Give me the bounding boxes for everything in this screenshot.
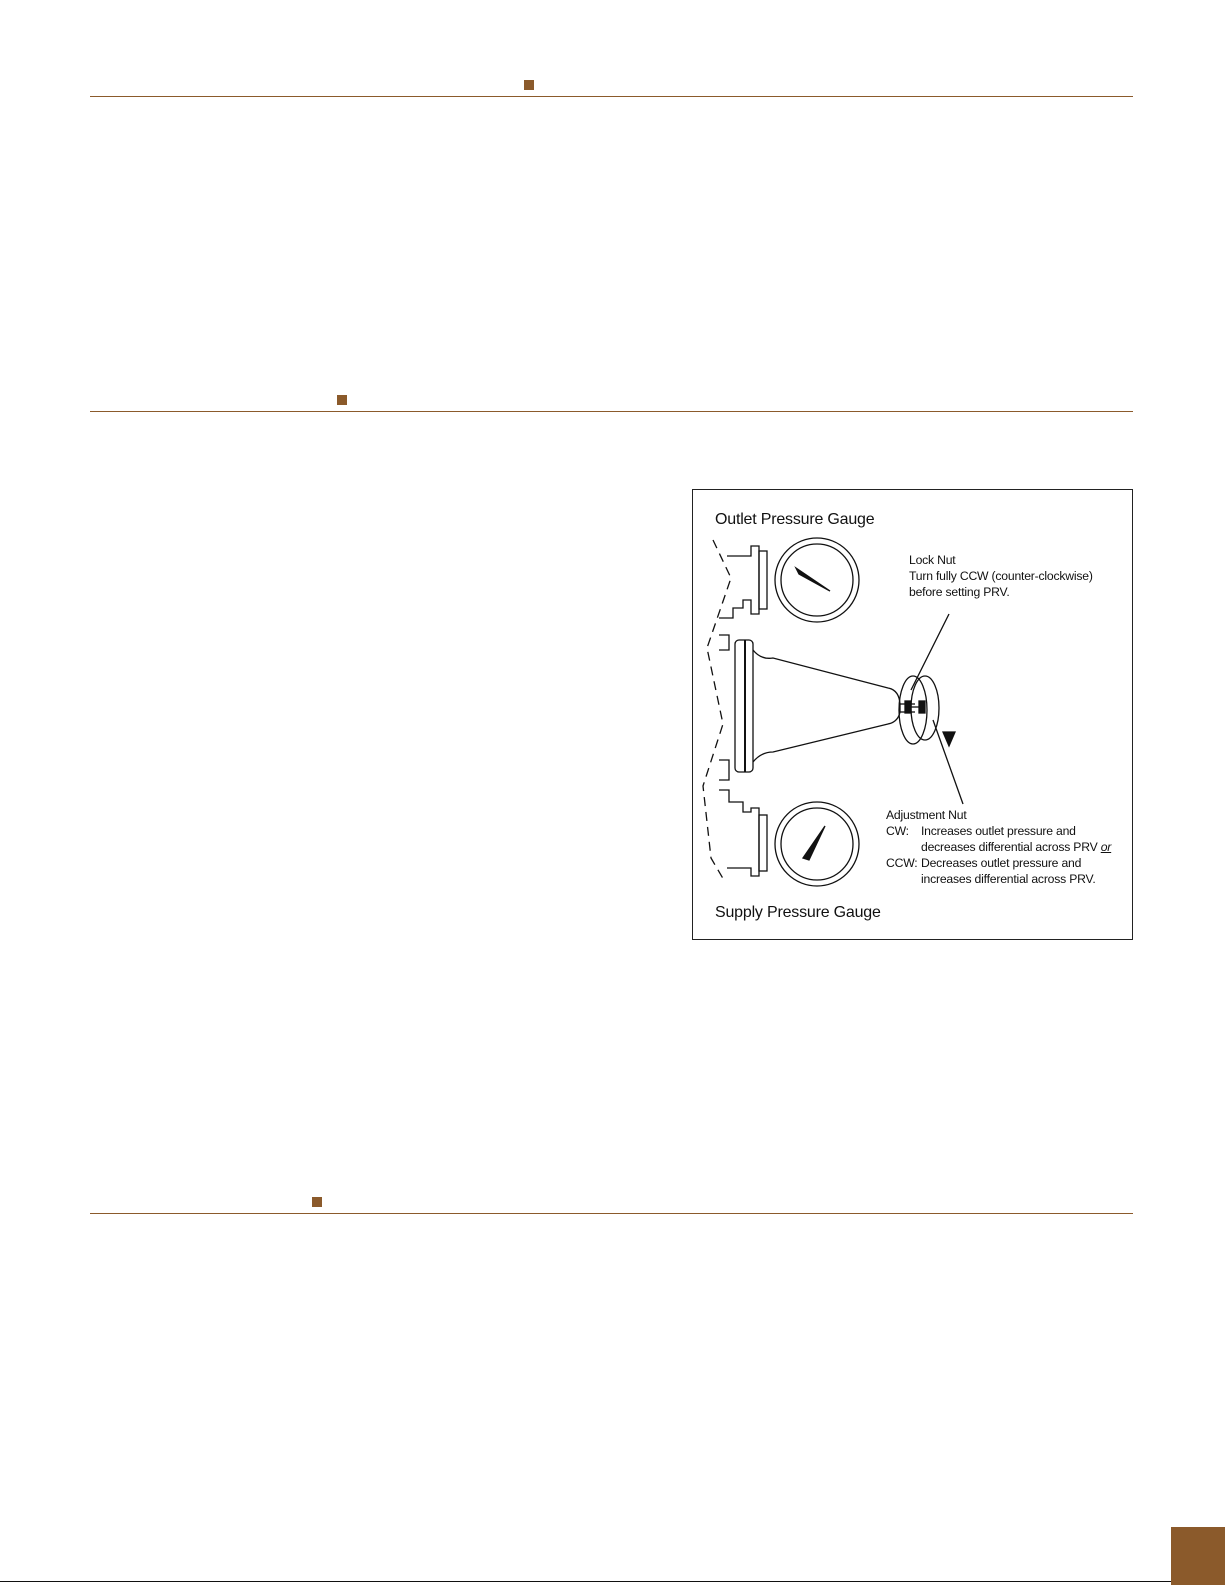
adjustment-nut-ccw-line-1 [886, 855, 1111, 871]
prv-adjustment-figure [692, 489, 1133, 940]
cw-key: CW: [886, 824, 909, 838]
ccw-key: CCW: [886, 856, 918, 870]
adjustment-nut-note [886, 807, 1111, 887]
adjustment-nut-ccw-line-2: increases differential across PRV. [921, 872, 1096, 886]
page-corner-tab [1171, 1527, 1225, 1585]
adjustment-nut-cw-line-2 [886, 839, 1111, 855]
section-rule-1 [90, 96, 1133, 97]
supply-gauge-icon [719, 790, 859, 886]
section-marker-2 [337, 395, 347, 405]
lock-nut-line-2: before setting PRV. [909, 585, 1010, 599]
ccw-line-1-text: Decreases outlet pressure and [921, 856, 1082, 870]
lock-nut-title: Lock Nut [909, 553, 956, 567]
lock-nut-line-1: Turn fully CCW (counter-clockwise) [909, 569, 1093, 583]
adjustment-nut-title: Adjustment Nut [886, 808, 967, 822]
section-rule-3 [90, 1213, 1133, 1214]
section-rule-2 [90, 411, 1133, 412]
supply-gauge-label: Supply Pressure Gauge [715, 904, 881, 921]
pipe-dashed-outline [703, 540, 731, 882]
outlet-gauge-label: Outlet Pressure Gauge [715, 511, 875, 528]
lock-nut-note [909, 552, 1093, 600]
footer-rule [0, 1581, 1171, 1582]
section-marker-1 [524, 80, 534, 90]
outlet-gauge-icon [719, 538, 859, 622]
cw-line-2-text: decreases differential across PRV [921, 840, 1101, 854]
section-marker-3 [312, 1197, 322, 1207]
prv-valve-body-icon [719, 635, 925, 780]
cw-or-text: or [1100, 840, 1112, 854]
cw-line-1-text: Increases outlet pressure and [921, 824, 1076, 838]
adjustment-nut-cw-line-1 [886, 823, 1111, 839]
